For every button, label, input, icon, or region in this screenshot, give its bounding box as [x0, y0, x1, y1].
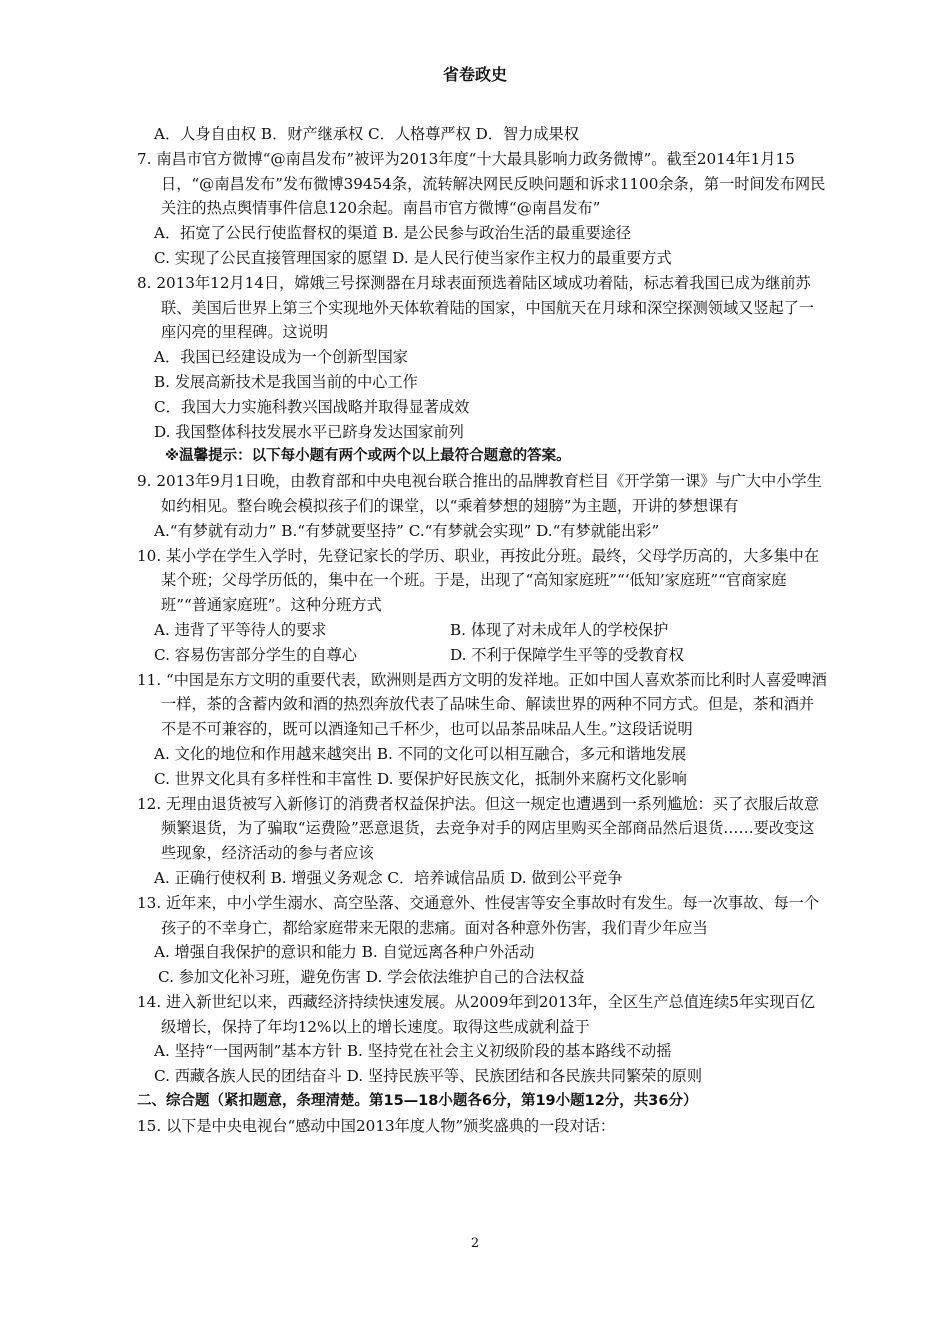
question-8: 8. 2013年12月14日，嫦娥三号探测器在月球表面预选着陆区域成功着陆，标志着我国已成为继前苏联、美国后世界上第三个实现地外天体软着陆的国家，中国航天在月球和深空探测领域又竖起了一座闪亮的里程碑。这说明 [137, 273, 815, 342]
q13-options-cd: C. 参加文化补习班，避免伤害 D. 学会依法维护自己的合法权益 [158, 968, 585, 987]
question-content [137, 122, 827, 1139]
q10-option-b: B. 体现了对未成年人的学校保护 [450, 620, 669, 639]
question-11: 11. “中国是东方文明的重要代表，欧洲则是西方文明的发祥地。正如中国人喜欢茶而比利时人喜爱啤酒一样，茶的含蓄内敛和酒的热烈奔放代表了品味生命、解读世界的两种不同方式。但是，茶和酒并不是不可兼容的，既可以酒逢知己千杯少，也可以品茶品味品人生。”这段话说明 [137, 670, 827, 739]
question-15: 15. 以下是中央电视台“感动中国2013年度人物”颁奖盛典的一段对话： [137, 1116, 616, 1135]
q10-option-a: A. 违背了平等待人的要求 [154, 620, 327, 639]
question-14: 14. 进入新世纪以来，西藏经济持续快速发展。从2009年到2013年，全区生产总值连续5年实现百亿级增长，保持了年均12%以上的增长速度。取得这些成就利益于 [137, 992, 815, 1036]
q8-option-c: C．我国大力实施科教兴国战略并取得显著成效 [154, 397, 470, 416]
q14-options-cd: C. 西藏各族人民的团结奋斗 D. 坚持民族平等、民族团结和各民族共同繁荣的原则 [154, 1067, 703, 1086]
q13-options-ab: A. 增强自我保护的意识和能力 B. 自觉远离各种户外活动 [154, 943, 535, 962]
q10-option-d: D. 不利于保障学生平等的受教育权 [450, 645, 684, 664]
q11-options-cd: C. 世界文化具有多样性和丰富性 D. 要保护好民族文化，抵制外来腐朽文化影响 [154, 769, 687, 788]
q10-option-c: C. 容易伤害部分学生的自尊心 [154, 645, 357, 664]
section-2-heading: 二、综合题（紧扣题意，条理清楚。第15—18小题各6分，第19小题12分，共36分） [137, 1093, 698, 1110]
question-9: 9. 2013年9月1日晚，由教育部和中央电视台联合推出的品牌教育栏目《开学第一课》与广大中小学生如约相见。整台晚会模拟孩子们的课堂，以“乘着梦想的翅膀”为主题，开讲的梦想课有 [137, 472, 822, 515]
q6-options: A．人身自由权 B．财产继承权 C．人格尊严权 D．智力成果权 [154, 125, 579, 143]
q14-options-ab: A. 坚持“一国两制”基本方针 B. 坚持党在社会主义初级阶段的基本路线不动摇 [154, 1042, 672, 1061]
q12-options: A. 正确行使权利 B. 增强义务观念 C．培养诚信品质 D. 做到公平竞争 [154, 868, 623, 887]
q8-option-a: A．我国已经建设成为一个创新型国家 [154, 348, 408, 367]
question-12: 12. 无理由退货被写入新修订的消费者权益保护法。但这一规定也遭遇到一系列尴尬：买了衣服后故意频繁退货，为了骗取“运费险”恶意退货，去竞争对手的网店里购买全部商品然后退货……要改变这些现象，经济活动的参与者应该 [137, 794, 820, 863]
warm-tip: ※温馨提示：以下每小题有两个或两个以上最符合题意的答案。 [165, 448, 571, 465]
question-13: 13. 近年来，中小学生溺水、高空坠落、交通意外、性侵害等安全事故时有发生。每一次事故、每一个孩子的不幸身亡，都给家庭带来无限的悲痛。面对各种意外伤害，我们青少年应当 [137, 893, 820, 937]
q9-options: A.“有梦就有动力” B.“有梦就要坚持” C.“有梦就会实现” D.“有梦就能出彩” [154, 521, 660, 540]
q8-option-d: D. 我国整体科技发展水平已跻身发达国家前列 [154, 422, 464, 441]
q10-options-ab [137, 618, 827, 643]
q7-options-ab: A．拓宽了公民行使监督权的渠道 B. 是公民参与政治生活的最重要途径 [154, 224, 632, 243]
question-7: 7. 南昌市官方微博“@南昌发布”被评为2013年度“十大最具影响力政务微博”。截至2014年1月15日，“@南昌发布”发布微博39454条，流转解决网民反映问题和诉求1100余条，第一时间发布网民关注的热点舆情事件信息120余起。南昌市官方微博“@南昌发布” [137, 149, 826, 218]
page-number: 2 [470, 1236, 480, 1251]
question-10: 10. 某小学在学生入学时，先登记家长的学历、职业，再按此分班。最终，父母学历高的，大多集中在某个班；父母学历低的，集中在一个班。于是，出现了“高知家庭班”“‘低知’家庭班”“官商家庭班”“普通家庭班”。这种分班方式 [137, 546, 820, 615]
q10-options-cd [137, 643, 827, 668]
q8-option-b: B. 发展高新技术是我国当前的中心工作 [154, 372, 418, 391]
q11-options-ab: A. 文化的地位和作用越来越突出 B. 不同的文化可以相互融合，多元和谐地发展 [154, 744, 687, 763]
q7-options-cd: C. 实现了公民直接管理国家的愿望 D. 是人民行使当家作主权力的最重要方式 [154, 248, 672, 267]
page-header: 省卷政史 [442, 65, 507, 84]
